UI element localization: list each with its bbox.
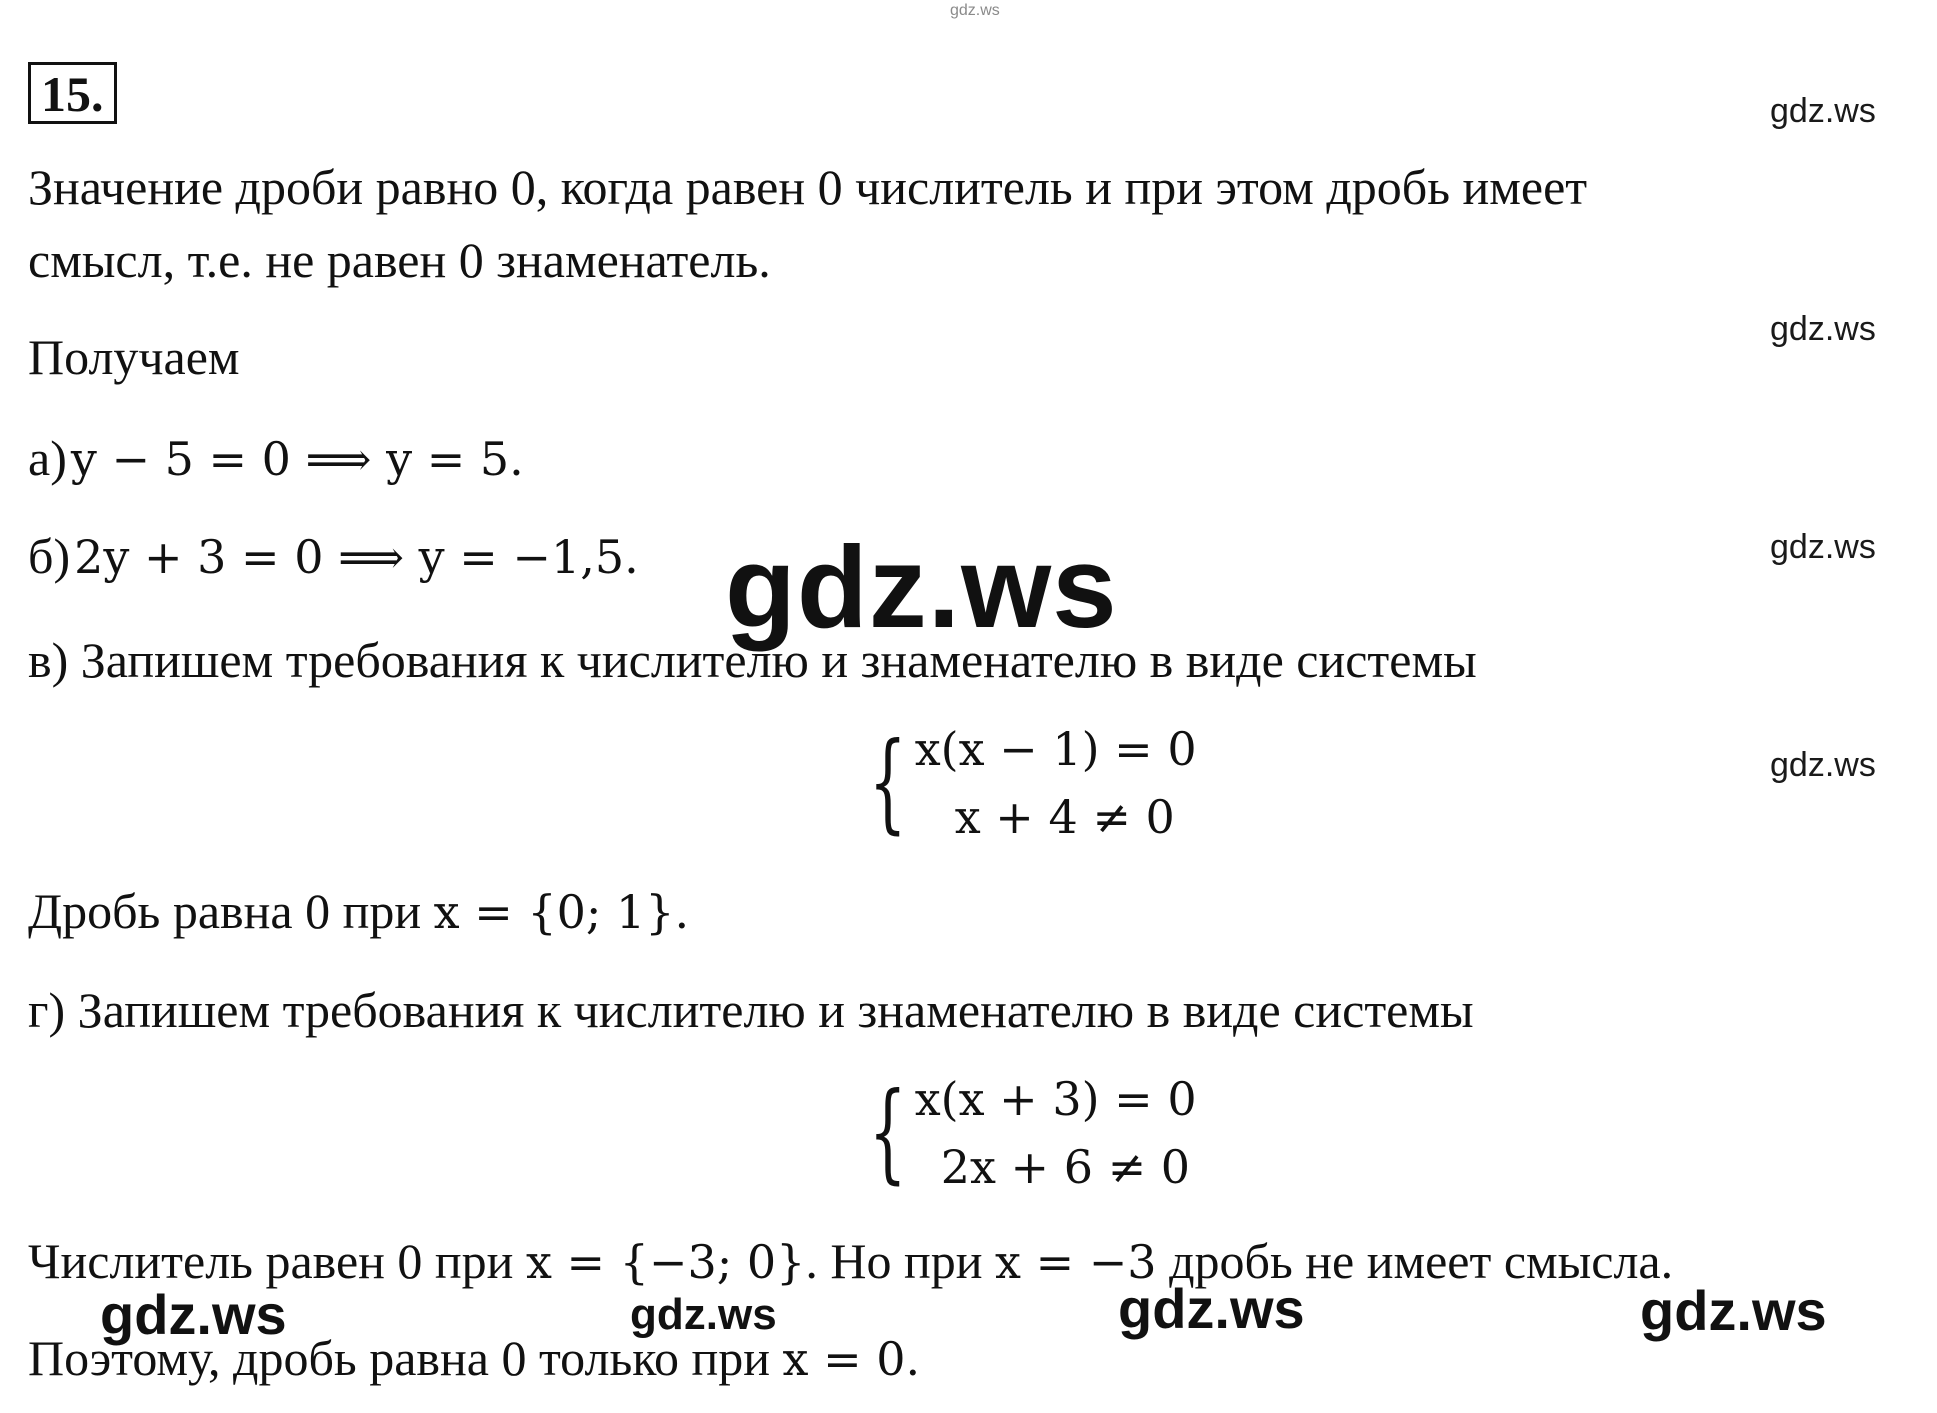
part-v-conclusion-text: Дробь равна 0 при bbox=[28, 883, 434, 939]
intro-line-1: Значение дроби равно 0, когда равен 0 числитель и при этом дробь имеет bbox=[28, 159, 1588, 215]
part-g-label: г) Запишем требования к числителю и знаменателю в виде системы bbox=[28, 982, 1474, 1038]
part-g-system bbox=[838, 1068, 1197, 1198]
obtain-label: Получаем bbox=[28, 329, 240, 385]
side-watermark: gdz.ws bbox=[1770, 746, 1876, 784]
part-b-expr: 2y + 3 = 0 ⟹ y = −1,5. bbox=[74, 530, 639, 584]
part-v-equation-2: x + 4 ≠ 0 bbox=[954, 790, 1175, 844]
part-v-equation-1: x(x − 1) = 0 bbox=[914, 722, 1197, 776]
big-watermark: gdz.ws bbox=[725, 522, 1118, 652]
final-math: x = 0. bbox=[782, 1332, 921, 1386]
part-v-conclusion bbox=[28, 885, 689, 939]
bottom-watermark: gdz.ws bbox=[630, 1290, 777, 1339]
numerator-text-3: дробь не имеет смысла. bbox=[1156, 1233, 1674, 1289]
part-a bbox=[28, 432, 524, 486]
part-v-system bbox=[838, 718, 1197, 848]
numerator-math-1: x = {−3; 0} bbox=[525, 1235, 806, 1289]
numerator-text-1: Числитель равен 0 при bbox=[28, 1233, 526, 1289]
part-v-label: в) Запишем требования к числителю и знаменателю в виде системы bbox=[28, 632, 1477, 688]
bottom-watermark: gdz.ws bbox=[1118, 1277, 1305, 1340]
part-g-equation-2: 2x + 6 ≠ 0 bbox=[940, 1140, 1191, 1194]
part-g-equation-1: x(x + 3) = 0 bbox=[914, 1072, 1197, 1126]
part-a-label: а) bbox=[28, 430, 67, 486]
problem-number: 15. bbox=[28, 62, 117, 124]
brace-icon: { bbox=[868, 720, 907, 845]
part-v-conclusion-math: x = {0; 1}. bbox=[433, 885, 690, 939]
part-a-expr: y − 5 = 0 ⟹ y = 5. bbox=[70, 432, 524, 486]
top-watermark: gdz.ws bbox=[950, 2, 1000, 19]
side-watermark: gdz.ws bbox=[1770, 528, 1876, 566]
part-b-label: б) bbox=[28, 528, 71, 584]
side-watermark: gdz.ws bbox=[1770, 92, 1876, 130]
bottom-watermark: gdz.ws bbox=[1640, 1279, 1827, 1342]
numerator-math-2: x = −3 bbox=[995, 1235, 1157, 1289]
final-text: Поэтому, дробь равна 0 только при bbox=[28, 1330, 783, 1386]
side-watermark: gdz.ws bbox=[1770, 310, 1876, 348]
part-b bbox=[28, 530, 639, 584]
final-line bbox=[28, 1332, 920, 1386]
bottom-watermark: gdz.ws bbox=[100, 1283, 287, 1346]
numerator-text-2: . Но при bbox=[805, 1233, 996, 1289]
part-g-numerator-line bbox=[28, 1235, 1673, 1289]
brace-icon: { bbox=[868, 1070, 907, 1195]
intro-line-2: смысл, т.е. не равен 0 знаменатель. bbox=[28, 232, 771, 288]
